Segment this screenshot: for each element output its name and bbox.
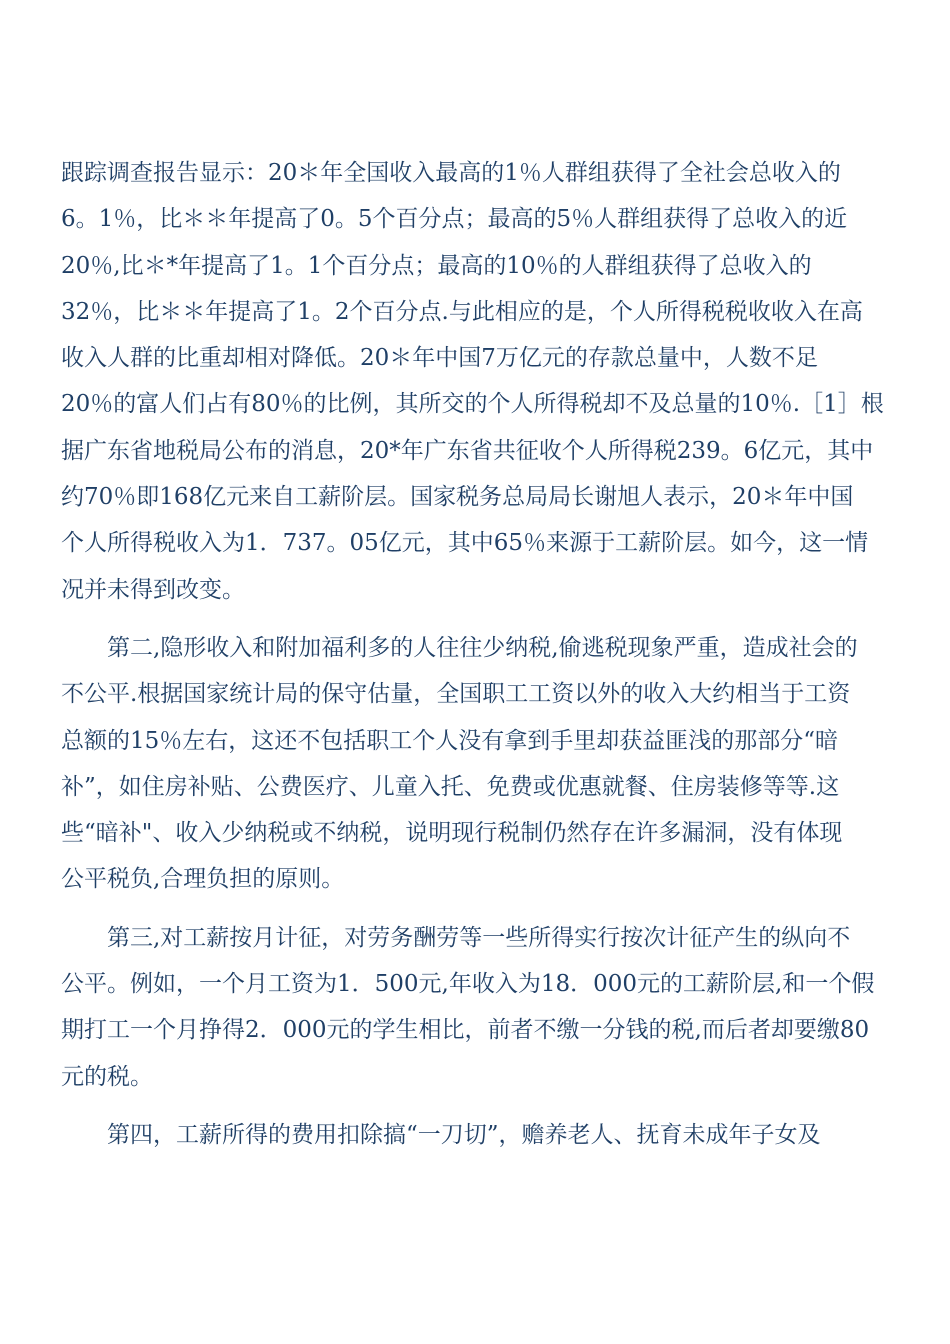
paragraph-line: 第二,隐形收入和附加福利多的人往往少纳税,偷逃税现象严重，造成社会的 [107, 634, 858, 661]
paragraph-2 [61, 625, 891, 903]
paragraph-line: 些“暗补"、收入少纳税或不纳税，说明现行税制仍然存在许多漏洞，没有体现 [61, 820, 843, 847]
paragraph-spacer [61, 1100, 891, 1112]
paragraph-line: 第四，工薪所得的费用扣除搞“一刀切”，赡养老人、抚育未成年子女及 [107, 1121, 821, 1148]
paragraph-3 [61, 915, 891, 1100]
paragraph-line: 补”，如住房补贴、公费医疗、儿童入托、免费或优惠就餐、住房装修等等.这 [61, 773, 840, 800]
paragraph-line: 个人所得税收入为1．737。05亿元，其中65％来源于工薪阶层。如今，这一情 [61, 530, 869, 557]
paragraph-line: 公平。例如，一个月工资为1．500元,年收入为18．000元的工薪阶层,和一个假 [61, 971, 875, 998]
paragraph-line: 6。1％，比＊＊年提高了0。5个百分点；最高的5％人群组获得了总收入的近 [61, 206, 848, 233]
paragraph-spacer [61, 613, 891, 625]
paragraph-line: 期打工一个月挣得2．000元的学生相比，前者不缴一分钱的税,而后者却要缴80 [61, 1017, 870, 1044]
paragraph-1 [61, 150, 891, 613]
paragraph-line: 不公平.根据国家统计局的保守估量，全国职工工资以外的收入大约相当于工资 [61, 681, 851, 708]
paragraph-line: 据广东省地税局公布的消息，20*年广东省共征收个人所得税239。6亿元，其中 [61, 437, 874, 464]
paragraph-line: 元的税。 [61, 1063, 153, 1090]
paragraph-line: 20％的富人们占有80％的比例，其所交的个人所得税却不及总量的10％.［1］根 [61, 391, 884, 418]
paragraph-spacer [61, 903, 891, 915]
paragraph-line: 约70％即168亿元来自工薪阶层。国家税务总局局长谢旭人表示，20＊年中国 [61, 484, 854, 511]
paragraph-line: 20％,比＊*年提高了1。1个百分点；最高的10％的人群组获得了总收入的 [61, 252, 812, 279]
paragraph-line: 跟踪调查报告显示：20＊年全国收入最高的1％人群组获得了全社会总收入的 [61, 160, 841, 186]
paragraph-line: 况并未得到改变。 [61, 576, 245, 603]
paragraph-line: 总额的15％左右，这还不包括职工个人没有拿到手里却获益匪浅的那部分“暗 [61, 727, 839, 754]
paragraph-line: 公平税负,合理负担的原则。 [61, 866, 345, 893]
paragraph-line: 收入人群的比重却相对降低。20＊年中国7万亿元的存款总量中，人数不足 [61, 345, 818, 372]
paragraph-line: 32％，比＊＊年提高了1。2个百分点.与此相应的是，个人所得税税收收入在高 [61, 298, 863, 325]
paragraph-line: 第三,对工薪按月计征，对劳务酬劳等一些所得实行按次计征产生的纵向不 [107, 924, 851, 951]
document-body [61, 150, 891, 1158]
paragraph-4 [61, 1112, 891, 1158]
